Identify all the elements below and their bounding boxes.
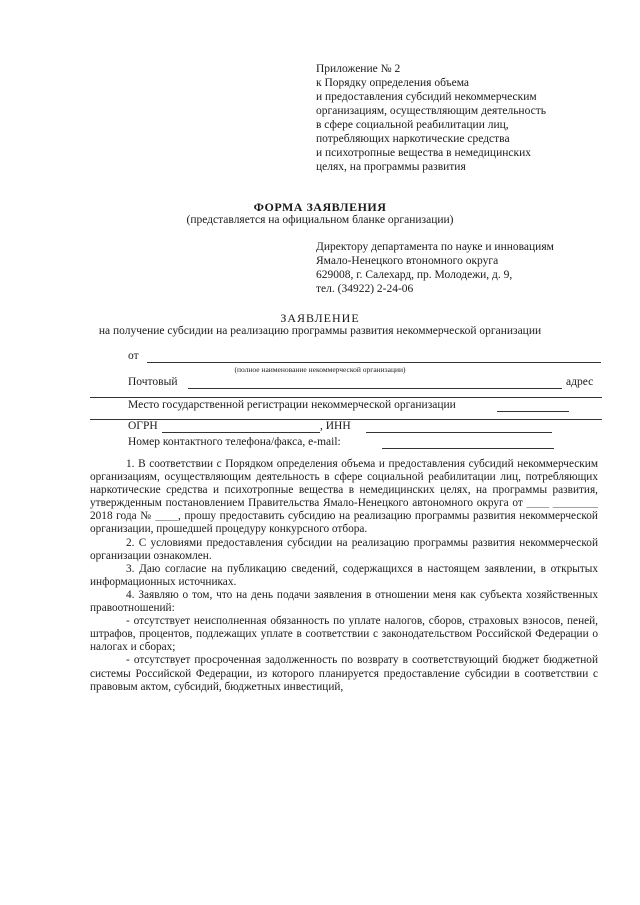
postal-label-right: адрес: [566, 376, 594, 388]
statement-subtitle: на получение субсидии на реализацию программы развития некоммерческой организации: [98, 325, 542, 337]
registration-label: Место государственной регистрации некоммерческой организации: [128, 399, 456, 411]
paragraph-1-text: 1. В соответствии с Порядком определения объема и предоставления субсидий некоммерческим организациям, осуществляющим деятельность в сфере социальной реабилитации лиц, потребляющих наркотические средства и психотропные вещества в немедицинских целях, на программы развития, утвержденным постановлением Правительства Ямало-Ненецкого автономного округа от: [90, 458, 598, 510]
org-name-line[interactable]: [147, 362, 601, 363]
addressee-line: 629008, г. Салехард, пр. Молодежи, д. 9,: [316, 269, 513, 281]
appendix-block: [316, 62, 546, 174]
ogrn-label: ОГРН: [128, 420, 158, 432]
paragraph-3: 3. Даю согласие на публикацию сведений, содержащихся в настоящем заявлении, в открытых информационных источниках.: [90, 562, 598, 588]
appendix-line: к Порядку определения объема: [316, 77, 470, 89]
addressee-line: Ямало-Ненецкого втономного округа: [316, 255, 499, 267]
registration-line[interactable]: [497, 411, 569, 412]
paragraph-1: [90, 458, 598, 537]
paragraph-2: 2. С условиями предоставления субсидии на реализацию программы развития некоммерческой организации ознакомлен.: [90, 536, 598, 562]
addressee-line: тел. (34922) 2-24-06: [316, 283, 414, 295]
dash-item-1: - отсутствует неисполненная обязанность по уплате налогов, сборов, страховых взносов, пеней, штрафов, процентов, подлежащих уплате в соответствии с законодательством Российской Федерации о налогах и сборах;: [90, 615, 598, 654]
paragraph-4: 4. Заявляю о том, что на день подачи заявления в отношении меня как субъекта хозяйственных правоотношений:: [90, 588, 598, 615]
appendix-line: потребляющих наркотические средства: [316, 133, 510, 145]
appendix-line: целях, на программы развития: [316, 161, 466, 173]
appendix-number: Приложение № 2: [316, 63, 401, 75]
year-text: 2018 года №: [90, 510, 152, 523]
date-blank[interactable]: ____ ________: [526, 497, 599, 510]
org-name-hint: (полное наименование некоммерческой организации): [234, 365, 406, 374]
appendix-line: в сфере социальной реабилитации лиц,: [316, 119, 509, 131]
postal-label: Почтовый: [128, 376, 178, 388]
statement-title: ЗАЯВЛЕНИЕ: [280, 311, 360, 325]
postal-address-line-2[interactable]: [90, 397, 602, 398]
form-subtitle: (представляется на официальном бланке организации): [186, 214, 454, 226]
appendix-line: и психотропные вещества в немедицинских: [316, 147, 531, 159]
phone-line[interactable]: [382, 448, 554, 449]
postal-address-line[interactable]: [188, 388, 562, 389]
paragraph-1-end: , прошу предоставить субсидию на реализацию программы развития некоммерческой организации, прошедшей процедуру конкурсного отбора.: [90, 510, 598, 536]
number-blank[interactable]: ____: [155, 510, 178, 523]
addressee-block: [316, 240, 554, 296]
ogrn-line[interactable]: [162, 432, 320, 433]
appendix-line: и предоставления субсидий некоммерческим: [316, 91, 537, 103]
phone-label: Номер контактного телефона/факса, e-mail:: [128, 436, 341, 448]
statement-body: [90, 458, 598, 694]
inn-line[interactable]: [366, 432, 552, 433]
form-title: ФОРМА ЗАЯВЛЕНИЯ: [253, 200, 387, 214]
inn-label: , ИНН: [320, 420, 351, 432]
from-label: от: [128, 350, 139, 362]
appendix-line: организациям, осуществляющим деятельность: [316, 105, 546, 117]
dash-item-2: - отсутствует просроченная задолженность по возврату в соответствующий бюджет бюджетной системы Российской Федерации, из которого планируется предоставление субсидии в соответствии с правовым актом, субсидий, бюджетных инвестиций,: [90, 654, 598, 693]
addressee-line: Директору департамента по науке и инновациям: [316, 241, 554, 253]
